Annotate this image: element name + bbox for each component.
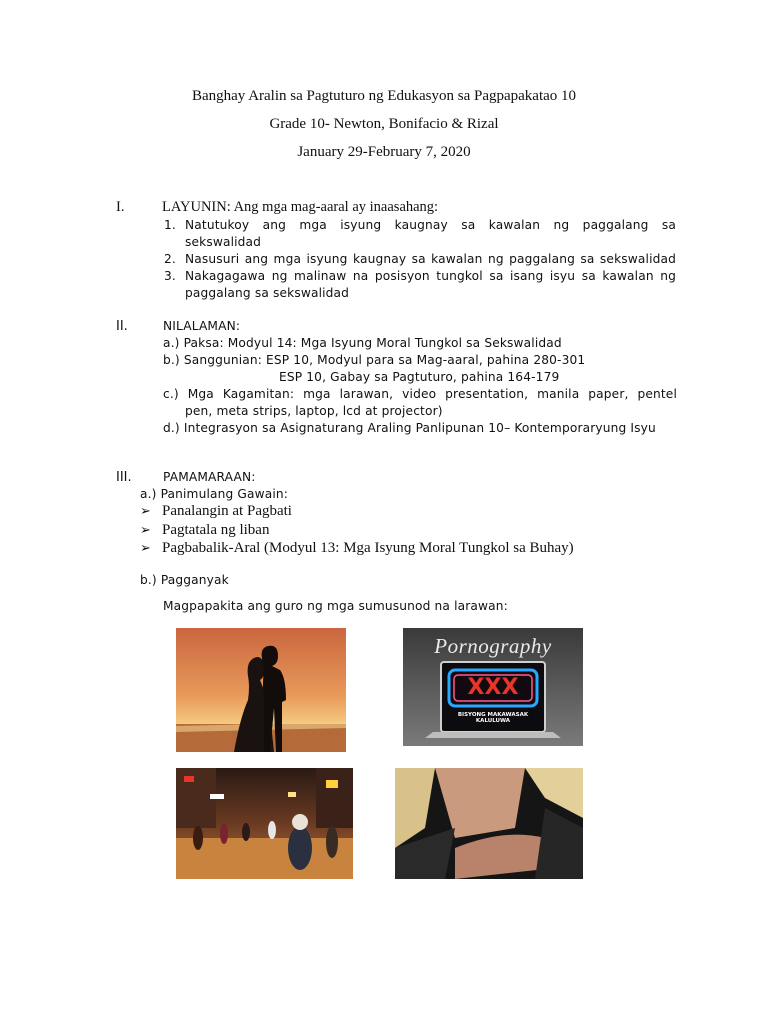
bullet-item <box>140 521 574 540</box>
bullet-list <box>140 502 574 558</box>
paksa-line: a.) Paksa: Modyul 14: Mga Isyung Moral Tungkol sa Sekswalidad <box>163 336 562 350</box>
closeup-image <box>395 768 583 879</box>
bullet-item <box>140 539 574 558</box>
crowd-street-icon <box>176 768 353 879</box>
sanggunian-line: b.) Sanggunian: ESP 10, Modyul para sa Mag-aaral, pahina 280-301 <box>163 353 586 367</box>
instruction-line: Magpapakita ang guro ng mga sumusunod na larawan: <box>163 599 508 613</box>
bullet-item <box>140 502 574 521</box>
bullet-text: Pagtatala ng liban <box>162 521 270 538</box>
arrowhead-bullet-icon: ➢ <box>140 540 151 555</box>
image-caption: BISYONG MAKAWASAK KALULUWA <box>457 712 529 724</box>
pamamaraan-heading: PAMAMARAAN: <box>163 470 256 484</box>
list-item-line: Nakagagawa ng malinaw na posisyon tungkol sa isang isyu sa kawalan ng <box>185 269 676 283</box>
layunin-list <box>164 217 676 302</box>
section-numeral-iii: III. <box>116 470 132 485</box>
list-number: 3. <box>164 269 176 283</box>
arrowhead-bullet-icon: ➢ <box>140 503 151 518</box>
arrowhead-bullet-icon: ➢ <box>140 521 151 537</box>
nilalaman-list <box>163 335 677 437</box>
layunin-item-2 <box>164 251 676 268</box>
night-street-image <box>176 768 353 879</box>
closeup-photo-icon <box>395 768 583 879</box>
date-line: January 29-February 7, 2020 <box>297 144 471 160</box>
layunin-item-1 <box>164 217 676 251</box>
xxx-neon-text: XXX <box>467 675 519 700</box>
kagamitan-line-2: pen, meta strips, laptop, lcd at projector) <box>185 404 443 418</box>
pagganyak-line: b.) Pagganyak <box>140 573 229 587</box>
list-item-line: paggalang sa sekswalidad <box>185 286 350 300</box>
sanggunian-line-2: ESP 10, Gabay sa Pagtuturo, pahina 164-179 <box>279 370 560 384</box>
layunin-heading: LAYUNIN: Ang mga mag-aaral ay inaasahang: <box>162 199 439 215</box>
layunin-item-3 <box>164 268 676 302</box>
list-item-line: Nasusuri ang mga isyung kaugnay sa kawalan ng paggalang sa sekswalidad <box>185 252 676 266</box>
bullet-text: Pagbabalik-Aral (Modyul 13: Mga Isyung Moral Tungkol sa Buhay) <box>162 540 574 556</box>
panimula-line: a.) Panimulang Gawain: <box>140 487 289 501</box>
pornography-laptop-image <box>403 628 583 746</box>
document-title: Banghay Aralin sa Pagtuturo ng Edukasyon sa Pagpapakatao 10 <box>191 88 577 104</box>
integrasyon-line: d.) Integrasyon sa Asignaturang Araling Panlipunan 10– Kontemporaryung Isyu <box>163 421 656 435</box>
list-item-line: sekswalidad <box>185 235 262 249</box>
list-number: 2. <box>164 252 176 266</box>
bullet-text: Panalangin at Pagbati <box>162 503 292 519</box>
section-numeral-ii: II. <box>116 319 128 334</box>
section-numeral-i: I. <box>116 199 125 215</box>
couple-silhouette-icon <box>176 628 346 752</box>
couple-sunset-image <box>176 628 346 752</box>
grade-line: Grade 10- Newton, Bonifacio & Rizal <box>269 116 499 132</box>
pornography-title: Pornography <box>434 634 552 658</box>
nilalaman-heading: NILALAMAN: <box>163 319 241 333</box>
list-number: 1. <box>164 218 176 232</box>
kagamitan-line: c.) Mga Kagamitan: mga larawan, video presentation, manila paper, pentel <box>163 387 677 401</box>
list-item-line: Natutukoy ang mga isyung kaugnay sa kawalan ng paggalang sa <box>185 218 676 232</box>
